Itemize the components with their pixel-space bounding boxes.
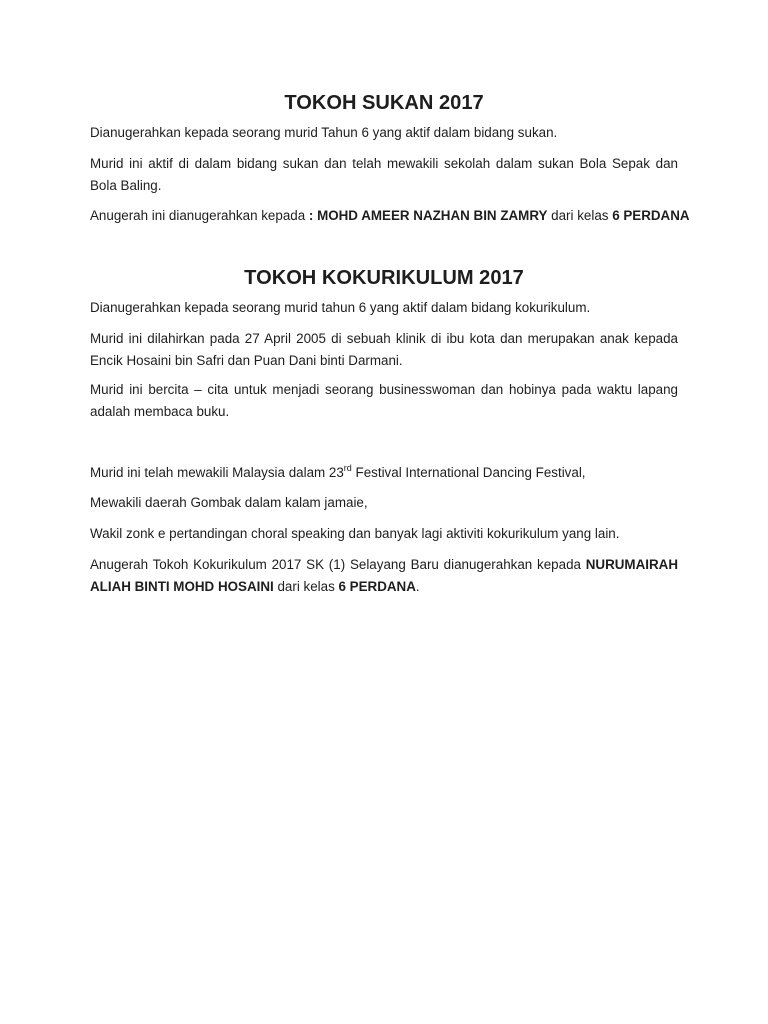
sukan-paragraph-1: Dianugerahkan kepada seorang murid Tahun 6 yang aktif dalam bidang sukan.: [90, 125, 558, 140]
koko-paragraph-2: Murid ini dilahirkan pada 27 April 2005 di sebuah klinik di ibu kota dan merupakan anak kepada Encik Hosaini bin Safri dan Puan Dani binti Darmani.: [90, 331, 678, 368]
koko-paragraph-5: Mewakili daerah Gombak dalam kalam jamaie,: [90, 495, 368, 510]
koko-paragraph-3: Murid ini bercita – cita untuk menjadi seorang businesswoman dan hobinya pada waktu lapang adalah membaca buku.: [90, 382, 678, 419]
koko-recipient-name: NURUMAIRAH ALIAH BINTI MOHD HOSAINI: [90, 557, 678, 594]
section-title-tokoh-sukan: TOKOH SUKAN 2017: [284, 92, 484, 114]
sukan-recipient-class: 6 PERDANA: [612, 208, 690, 223]
koko-represent-suffix: Festival International Dancing Festival,: [351, 465, 586, 480]
sukan-award-prefix: Anugerah ini dianugerahkan kepada: [90, 208, 309, 223]
sukan-paragraph-3: [90, 205, 690, 227]
sukan-recipient-name: : MOHD AMEER NAZHAN BIN ZAMRY: [308, 208, 548, 223]
koko-paragraph-6: Wakil zonk e pertandingan choral speaking dan banyak lagi aktiviti kokurikulum yang lain.: [90, 526, 620, 541]
koko-paragraph-1: Dianugerahkan kepada seorang murid tahun 6 yang aktif dalam bidang kokurikulum.: [90, 300, 591, 315]
koko-recipient-class: 6 PERDANA: [338, 579, 416, 594]
koko-award-prefix: Anugerah Tokoh Kokurikulum 2017 SK (1) Selayang Baru dianugerahkan kepada: [90, 557, 586, 572]
koko-paragraph-7: [90, 554, 678, 598]
sukan-class-prefix: dari kelas: [547, 208, 613, 223]
koko-class-prefix: dari kelas: [273, 579, 339, 594]
koko-ordinal-suffix: rd: [343, 462, 352, 473]
section-title-tokoh-kokurikulum: TOKOH KOKURIKULUM 2017: [244, 267, 524, 289]
koko-represent-prefix: Murid ini telah mewakili Malaysia dalam 23: [90, 465, 344, 480]
koko-paragraph-4: [90, 462, 678, 484]
sukan-paragraph-2: Murid ini aktif di dalam bidang sukan dan telah mewakili sekolah dalam sukan Bola Sepak dan Bola Baling.: [90, 156, 678, 193]
koko-sentence-end: .: [415, 579, 420, 594]
